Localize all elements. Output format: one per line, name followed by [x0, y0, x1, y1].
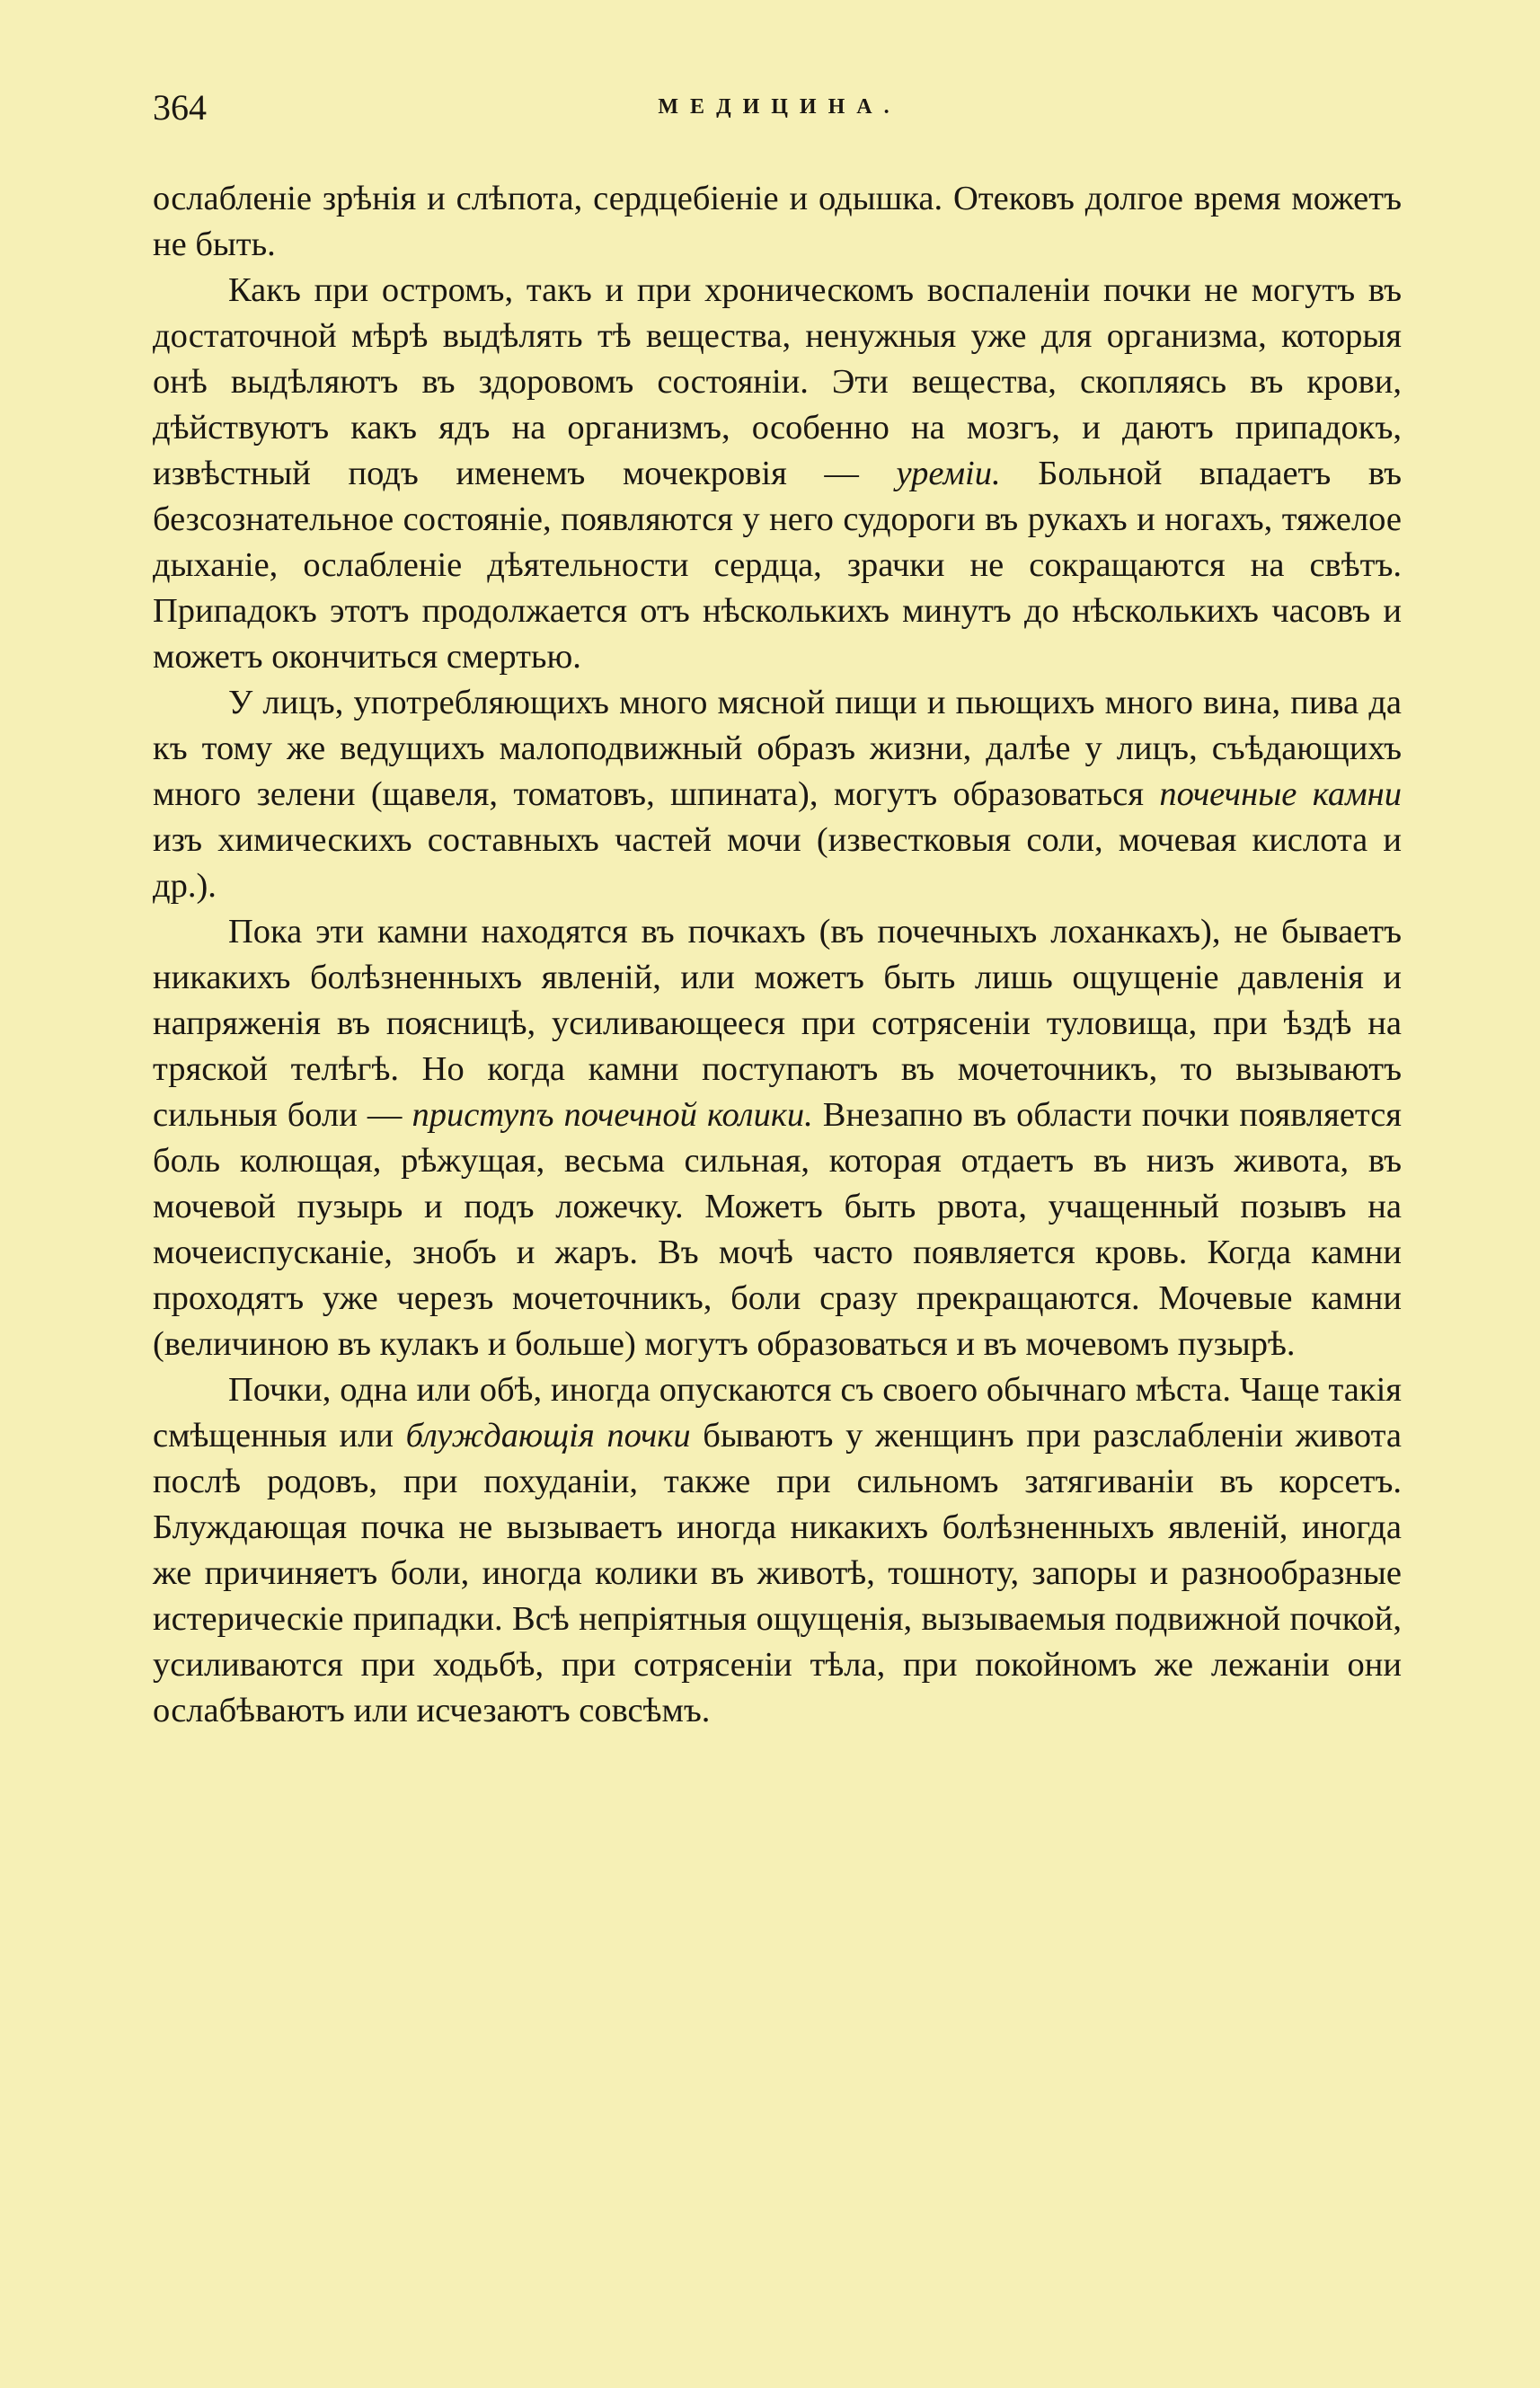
paragraph-text: изъ химическихъ составныхъ частей мочи (известковыя соли, мочевая кислота и др.).: [153, 821, 1402, 905]
page-number: 364: [153, 87, 207, 128]
paragraph-text: ослабленіе зрѣнія и слѣпота, сердцебіеніе и одышка. Отековъ долгое время можетъ не быть.: [153, 180, 1402, 263]
body-text: [153, 176, 1402, 1734]
page-header: [153, 86, 1406, 140]
paragraph-kidney-stones: [153, 680, 1402, 909]
running-head: МЕДИЦИНА.: [658, 95, 901, 119]
paragraph-text: Больной впадаетъ въ безсознательное состояніе, появляются у него судороги въ рукахъ и ногахъ, тяжелое дыханіе, ослабленіе дѣятельности сердца, зрачки не сокращаются на свѣтъ. Припадокъ этотъ продолжается отъ нѣсколькихъ минутъ до нѣсколькихъ часовъ и можетъ окончиться смертью.: [153, 455, 1403, 676]
paragraph-text: У лицъ, употребляющихъ много мясной пищи и пьющихъ много вина, пива да къ тому же ведущихъ малоподвижный образъ жизни, далѣе у лицъ, съѣдающихъ много зелени (щавеля, томатовъ, шпината), могутъ образоваться: [153, 684, 1402, 813]
italic-term: приступъ почечной колики.: [412, 1096, 813, 1134]
italic-term: почечные камни: [1159, 775, 1402, 813]
paragraph-text: Какъ при остромъ, такъ и при хроническомъ воспаленіи почки не могутъ въ достаточной мѣрѣ выдѣлять тѣ вещества, ненужныя уже для организма, которыя онѣ выдѣляютъ въ здоровомъ состояніи. Эти вещества, скопляясь въ крови, дѣйствуютъ какъ ядъ на организмъ, особенно на мозгъ, и даютъ припадокъ, извѣстный подъ именемъ мочекровія —: [153, 271, 1402, 492]
paragraph-text: Почки, одна или обѣ, иногда опускаются съ своего обычнаго мѣста. Чаще такія смѣщенныя или: [153, 1371, 1402, 1455]
paragraph-floating-kidney: [153, 1367, 1402, 1734]
paragraph-continuation: [153, 176, 1402, 268]
paragraph-text: Пока эти камни находятся въ почкахъ (въ почечныхъ лоханкахъ), не бываетъ никакихъ болѣзненныхъ явленій, или можетъ быть лишь ощущеніе давленія и напряженія въ поясницѣ, усиливающееся при сотрясеніи туловища, при ѣздѣ на тряской телѣгѣ. Но когда камни поступаютъ въ мочеточникъ, то вызываютъ сильныя боли —: [153, 913, 1402, 1134]
paragraph-text: Внезапно въ области почки появляется боль колющая, рѣжущая, весьма сильная, которая отдаетъ въ низъ живота, въ мочевой пузырь и подъ ложечку. Можетъ быть рвота, учащенный позывъ на мочеиспусканіе, знобъ и жаръ. Въ мочѣ часто появляется кровь. Когда камни проходятъ уже черезъ мочеточникъ, боли сразу прекращаются. Мочевые камни (величиною въ кулакъ и больше) могутъ образоваться и въ мочевомъ пузырѣ.: [153, 1096, 1402, 1363]
italic-term: блуждающія почки: [405, 1417, 691, 1455]
paragraph-text: бываютъ у женщинъ при разслабленіи живота послѣ родовъ, при похуданіи, также при сильномъ затягиваніи въ корсетъ. Блуждающая почка не вызываетъ иногда никакихъ болѣзненныхъ явленій, иногда же причиняетъ боли, иногда колики въ животѣ, тошноту, запоры и разнообразные истерическіе припадки. Всѣ непріятныя ощущенія, вызываемыя подвижной почкой, усиливаются при ходьбѣ, при сотрясеніи тѣла, при покойномъ же лежаніи они ослабѣваютъ или исчезаютъ совсѣмъ.: [153, 1417, 1403, 1729]
italic-term: уреміи.: [896, 455, 1001, 492]
paragraph-renal-colic: [153, 909, 1402, 1367]
paragraph-uremia: [153, 268, 1402, 680]
